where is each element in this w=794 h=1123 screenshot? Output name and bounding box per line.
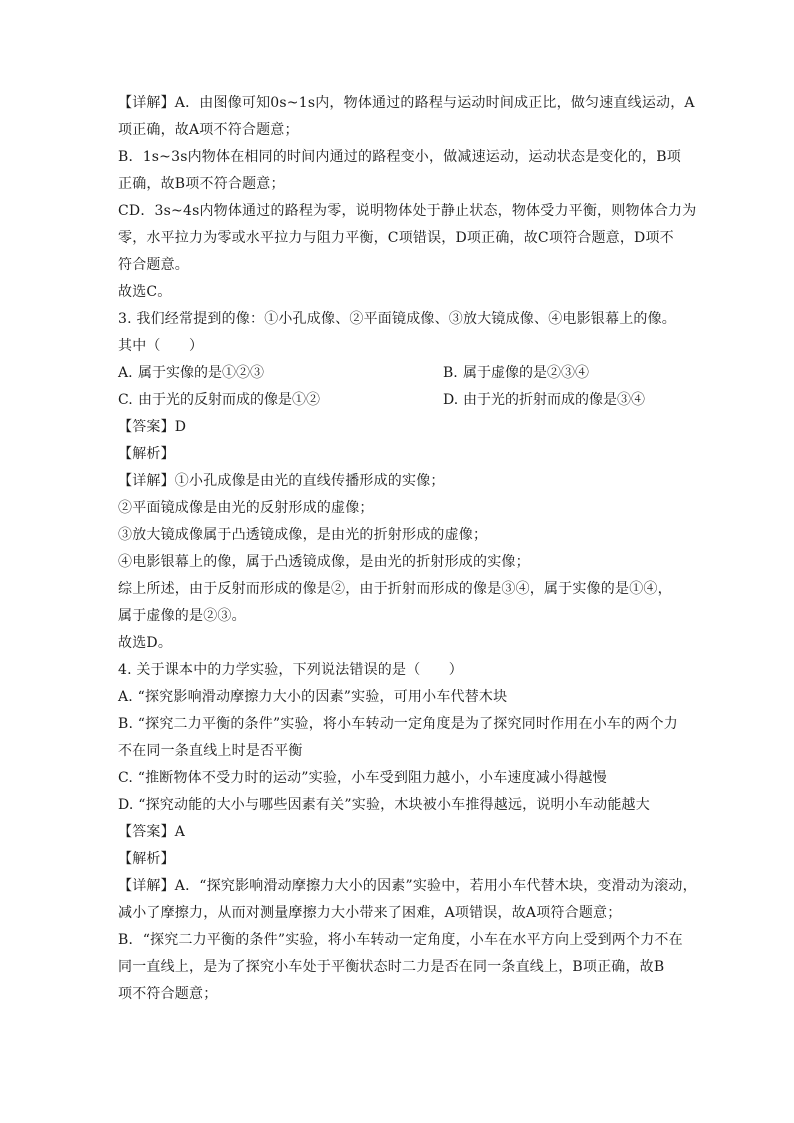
text-line: ②平面镜成像是由光的反射形成的虚像；: [118, 500, 374, 516]
document-page: [118, 90, 697, 1008]
text-line: 【详解】①小孔成像是由光的直线传播形成的实像；: [118, 473, 445, 489]
text-line: B．“探究二力平衡的条件”实验，将小车转动一定角度，小车在水平方向上受到两个力不在: [118, 932, 683, 948]
answer-label: 【答案】D: [118, 419, 187, 435]
q4-option-d: D. “探究动能的大小与哪些因素有关”实验，木块被小车推得越远，说明小车动能越大: [118, 797, 650, 813]
text-line: 减小了摩擦力，从而对测量摩擦力大小带来了困难，A项错误，故A项符合题意；: [118, 905, 622, 921]
question-3-stem: 3. 我们经常提到的像：①小孔成像、②平面镜成像、③放大镜成像、④电影银幕上的像。: [118, 311, 677, 327]
q3-option-d: [443, 387, 645, 414]
q3-option-d-text: 由于光的折射而成的像是③④: [463, 392, 645, 408]
answer-label: 【答案】A: [118, 824, 186, 840]
q4-option-a: A. “探究影响滑动摩擦力大小的因素”实验，可用小车代替木块: [118, 689, 508, 705]
text-line: 故选C。: [118, 284, 172, 300]
q3-option-a-text: 属于实像的是①②③: [138, 365, 264, 381]
text-line: B．1s~3s内物体在相同的时间内通过的路程变小，做减速运动，运动状态是变化的，B项: [118, 149, 681, 165]
q3-options-row-1: [118, 360, 678, 387]
question-4-stem: 4. 关于课本中的力学实验，下列说法错误的是（ ）: [118, 662, 464, 678]
q3-option-a: [118, 360, 264, 387]
text-line: 综上所述，由于反射而形成的像是②，由于折射而形成的像是③④，属于实像的是①④，: [118, 581, 672, 597]
text-line: ④电影银幕上的像，属于凸透镜成像，是由光的折射形成的实像；: [118, 554, 530, 570]
q3-option-d-letter: D.: [443, 392, 459, 408]
text-line: 正确，故B项不符合题意；: [118, 176, 285, 192]
question-3-stem-cont: 其中（ ）: [118, 338, 204, 354]
q3-options-row-2: [118, 387, 678, 414]
text-line: 【详解】A．由图像可知0s~1s内，物体通过的路程与运动时间成正比，做匀速直线运动，A: [118, 95, 695, 111]
q4-option-b-cont: 不在同一条直线上时是否平衡: [118, 743, 303, 759]
q3-option-c-letter: C.: [118, 392, 133, 408]
text-line: 同一直线上，是为了探究小车处于平衡状态时二力是否在同一条直线上，B项正确，故B: [118, 959, 665, 975]
q4-option-b: B. “探究二力平衡的条件”实验，将小车转动一定角度是为了探究同时作用在小车的两个力: [118, 716, 678, 732]
text-line: 项正确，故A项不符合题意；: [118, 122, 299, 138]
q3-option-b-letter: B.: [443, 365, 458, 381]
text-line: 零，水平拉力为零或水平拉力与阻力平衡，C项错误，D项正确，故C项符合题意，D项不: [118, 230, 674, 246]
analysis-label: 【解析】: [118, 446, 175, 462]
q4-option-c: C. “推断物体不受力时的运动”实验，小车受到阻力越小，小车速度减小得越慢: [118, 770, 607, 786]
text-line: ③放大镜成像属于凸透镜成像，是由光的折射形成的虚像；: [118, 527, 488, 543]
text-line: 【详解】A．“探究影响滑动摩擦力大小的因素”实验中，若用小车代替木块，变滑动为滚动，: [118, 878, 697, 894]
q3-option-c-text: 由于光的反射而成的像是①②: [138, 392, 320, 408]
text-line: 故选D。: [118, 635, 173, 651]
text-line: 属于虚像的是②③。: [118, 608, 246, 624]
q3-option-b: [443, 360, 589, 387]
q3-option-b-text: 属于虚像的是②③④: [463, 365, 589, 381]
q3-option-a-letter: A.: [118, 365, 133, 381]
analysis-label: 【解析】: [118, 851, 175, 867]
text-line: 符合题意。: [118, 257, 189, 273]
q3-option-c: [118, 387, 320, 414]
text-line: CD．3s~4s内物体通过的路程为零，说明物体处于静止状态，物体受力平衡，则物体合力为: [118, 203, 697, 219]
text-line: 项不符合题意；: [118, 986, 218, 1002]
